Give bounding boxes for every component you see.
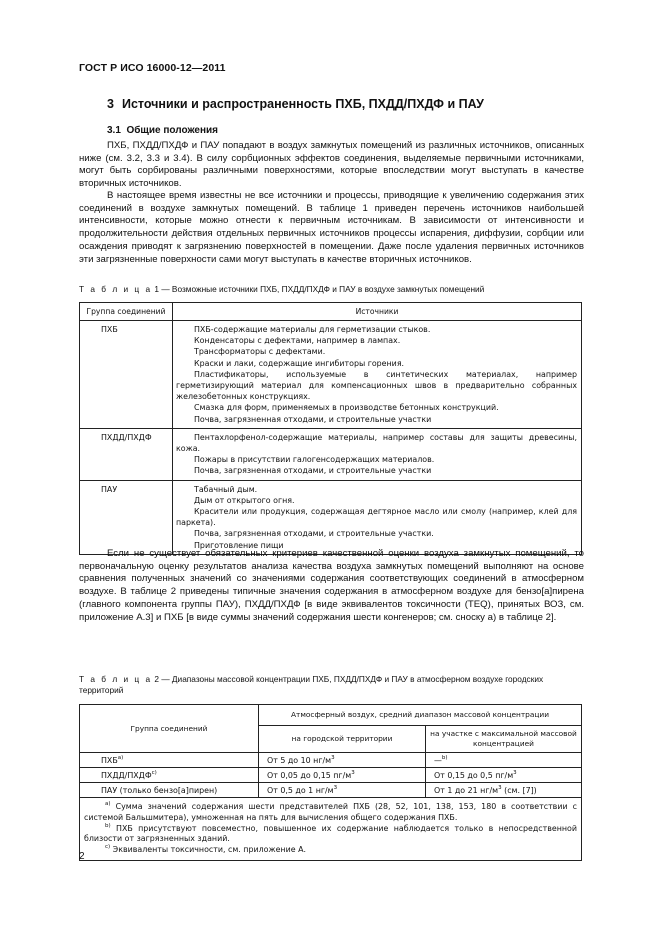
group-name: ПХДД/ПХДФ: [101, 770, 152, 780]
footnote-text: Эквиваленты токсичности, см. приложение А.: [110, 845, 306, 855]
source-item: Почва, загрязненная отходами, и строительные участки.: [194, 529, 434, 539]
table1-sources-cell: [173, 321, 582, 429]
source-item: Дым от открытого огня.: [194, 495, 295, 505]
table1-header-sources: Источники: [173, 303, 582, 321]
source-item: Пластификаторы, используемые в синтетических материалах, например герметизирующий материал для компенсационных швов в предварительно собранных железобетонных конструкциях.: [176, 369, 577, 402]
table2-group-cell: [80, 753, 259, 768]
value-text: От 1 до 21 нг/м: [434, 785, 499, 795]
table1-header-group: Группа соединений: [80, 303, 173, 321]
unit-exponent: 3: [351, 769, 355, 776]
footnote: [84, 802, 577, 824]
paragraph-1: ПХБ, ПХДД/ПХДФ и ПАУ попадают в воздух замкнутых помещений из различных источников, описанных ниже (см. 3.2, 3.3 и 3.4). В силу сорбционных эффектов соединения, выделяемые первичными источниками, могут быть сорбированы различными поверхностями, которые впоследствии могут выступать в качестве вторичных источников.: [79, 140, 584, 190]
table2-footnotes: [80, 798, 582, 861]
unit-exponent: 3: [331, 754, 335, 761]
table-2: [79, 704, 582, 861]
source-item: Пентахлорфенол-содержащие материалы, например составы для защиты древесины, кожа.: [176, 432, 577, 454]
paragraph-3: Если не существует обязательных критериев качественной оценки воздуха замкнутых помещений, то первоначальную оценку результатов анализа качества воздуха замкнутых помещений выполняют на основе сравнения полученных значений со значениями содержания соответствующих соединений в атмосферном воздухе. В таблице 2 приведены типичные значения содержания в атмосферном воздухе для бензо[а]пирена (главного компонента группы ПАУ), ПХДД/ПХДФ [в виде эквивалентов токсичности (TEQ), принятых ВОЗ, см. приложение А.3] и ПХБ [в виде суммы значений содержания шести конгенеров; см. сноску а) в таблице 2].: [79, 548, 584, 623]
section-number: 3: [107, 97, 114, 111]
table2-urban-cell: [259, 753, 426, 768]
source-item: Смазка для форм, применяемых в производстве бетонных конструкций.: [194, 403, 499, 413]
subsection-title: Общие положения: [126, 125, 218, 136]
unit-exponent: 3: [333, 784, 338, 791]
table2-max-cell: [426, 783, 582, 798]
table1-group-cell: ПХБ: [80, 321, 173, 429]
table-row: [80, 768, 582, 783]
table1-caption: [79, 284, 584, 295]
source-item: Табачный дым.: [194, 484, 258, 494]
value-text: От 0,15 до 0,5 пг/м: [434, 770, 514, 780]
table-1: [79, 302, 582, 555]
table-row: [80, 321, 582, 429]
paragraph-2: В настоящее время известны не все источники и процессы, приводящие к увеличению содержания этих соединений в воздухе замкнутых помещений. В таблице 1 приведен перечень источников наибольшей интенсивности, которые можно отнести к первичным источникам. В зависимости от интенсивности и продолжительности действия отдельных первичных источников процессы испарения, диффузии, сорбции или осаждения приводят к загрязнению поверхностей в помещении. Даже после удаления первичных источников эти загрязненные поверхности сами могут выступать в качестве вторичных источников.: [79, 190, 584, 265]
table-row: [80, 783, 582, 798]
source-item: Красители или продукция, содержащая дегтярное масло или смолу (например, клей для паркета).: [176, 507, 577, 528]
table-row: [80, 480, 582, 554]
page-number: 2: [79, 851, 85, 862]
source-item: Конденсаторы с дефектами, например в лампах.: [194, 336, 401, 346]
document-header: ГОСТ Р ИСО 16000-12—2011: [79, 62, 226, 74]
source-item: Трансформаторы с дефектами.: [194, 347, 326, 357]
footnote-mark: a): [117, 754, 124, 761]
table2-group-cell: [80, 768, 259, 783]
value-text: От 0,5 до 1 нг/м: [267, 785, 334, 795]
table2-urban-cell: [259, 768, 426, 783]
footnote-mark: b): [441, 754, 448, 761]
value-text: От 5 до 10 нг/м: [267, 755, 332, 765]
unit-exponent: 3: [513, 769, 517, 776]
table2-max-cell: [426, 768, 582, 783]
footnote-mark: c): [151, 769, 157, 776]
value-text: —: [434, 755, 442, 765]
source-item: ПХБ-содержащие материалы для герметизации стыков.: [194, 325, 431, 334]
footnote-text: ПХБ присутствуют повсеместно, повышенное их содержание наблюдается только в непосредственной близости от загрязненных зданий.: [84, 823, 577, 844]
footnote: [84, 824, 577, 846]
value-text: От 0,05 до 0,15 пг/м: [267, 770, 352, 780]
table2-header-atm: Атмосферный воздух, средний диапазон массовой концентрации: [259, 705, 582, 726]
table1-group-cell: ПАУ: [80, 480, 173, 554]
table1-label: Т а б л и ц а: [79, 284, 153, 294]
section-title: Источники и распространенность ПХБ, ПХДД/ПХДФ и ПАУ: [121, 97, 484, 111]
table2-caption: [79, 674, 584, 696]
table-row: [80, 428, 582, 480]
table2-urban-cell: [259, 783, 426, 798]
table2-header-group: Группа соединений: [80, 705, 259, 753]
value-tail: (см. [7]): [501, 785, 537, 795]
source-item: Пожары в присутствии галогенсодержащих материалов.: [194, 455, 435, 465]
table2-header-urban: на городской территории: [259, 726, 426, 753]
table2-group-cell: [80, 783, 259, 798]
footnote-mark: c): [105, 844, 111, 851]
group-name: ПАУ (только бензо[а]пирен): [101, 785, 218, 795]
section-heading: [107, 97, 484, 111]
footnote-text: Сумма значений содержания шести представителей ПХБ (28, 52, 101, 138, 153, 180 в соответствии с системой Бальшмитера), умноженная на пять для вычисления общего содержания ПХБ.: [84, 802, 577, 822]
source-item: Приготовление пищи: [194, 540, 284, 550]
group-name: ПХБ: [101, 755, 118, 765]
footnote-mark: b): [105, 822, 111, 829]
source-item: Краски и лаки, содержащие ингибиторы горения.: [194, 358, 405, 368]
unit-exponent: 3: [498, 784, 502, 791]
table1-sources-cell: [173, 428, 582, 480]
footnote: [84, 845, 577, 856]
table1-sources-cell: [173, 480, 582, 554]
table1-caption-text: 1 — Возможные источники ПХБ, ПХДД/ПХДФ и ПАУ в воздухе замкнутых помещений: [152, 284, 485, 294]
source-item: Почва, загрязненная отходами, и строительные участки: [194, 466, 432, 476]
subsection-heading: [107, 125, 218, 136]
table2-max-cell: [426, 753, 582, 768]
table-row: [80, 753, 582, 768]
table2-caption-text: 2 — Диапазоны массовой концентрации ПХБ, ПХДД/ПХДФ и ПАУ в атмосферном воздухе городских территорий: [79, 674, 544, 695]
footnote-mark: a): [105, 801, 111, 807]
subsection-number: 3.1: [107, 125, 121, 136]
table2-header-max: на участке с максимальной массовой концентрацией: [426, 726, 582, 753]
source-item: Почва, загрязненная отходами, и строительные участки: [194, 414, 432, 424]
table1-group-cell: ПХДД/ПХДФ: [80, 428, 173, 480]
table2-label: Т а б л и ц а: [79, 674, 153, 684]
